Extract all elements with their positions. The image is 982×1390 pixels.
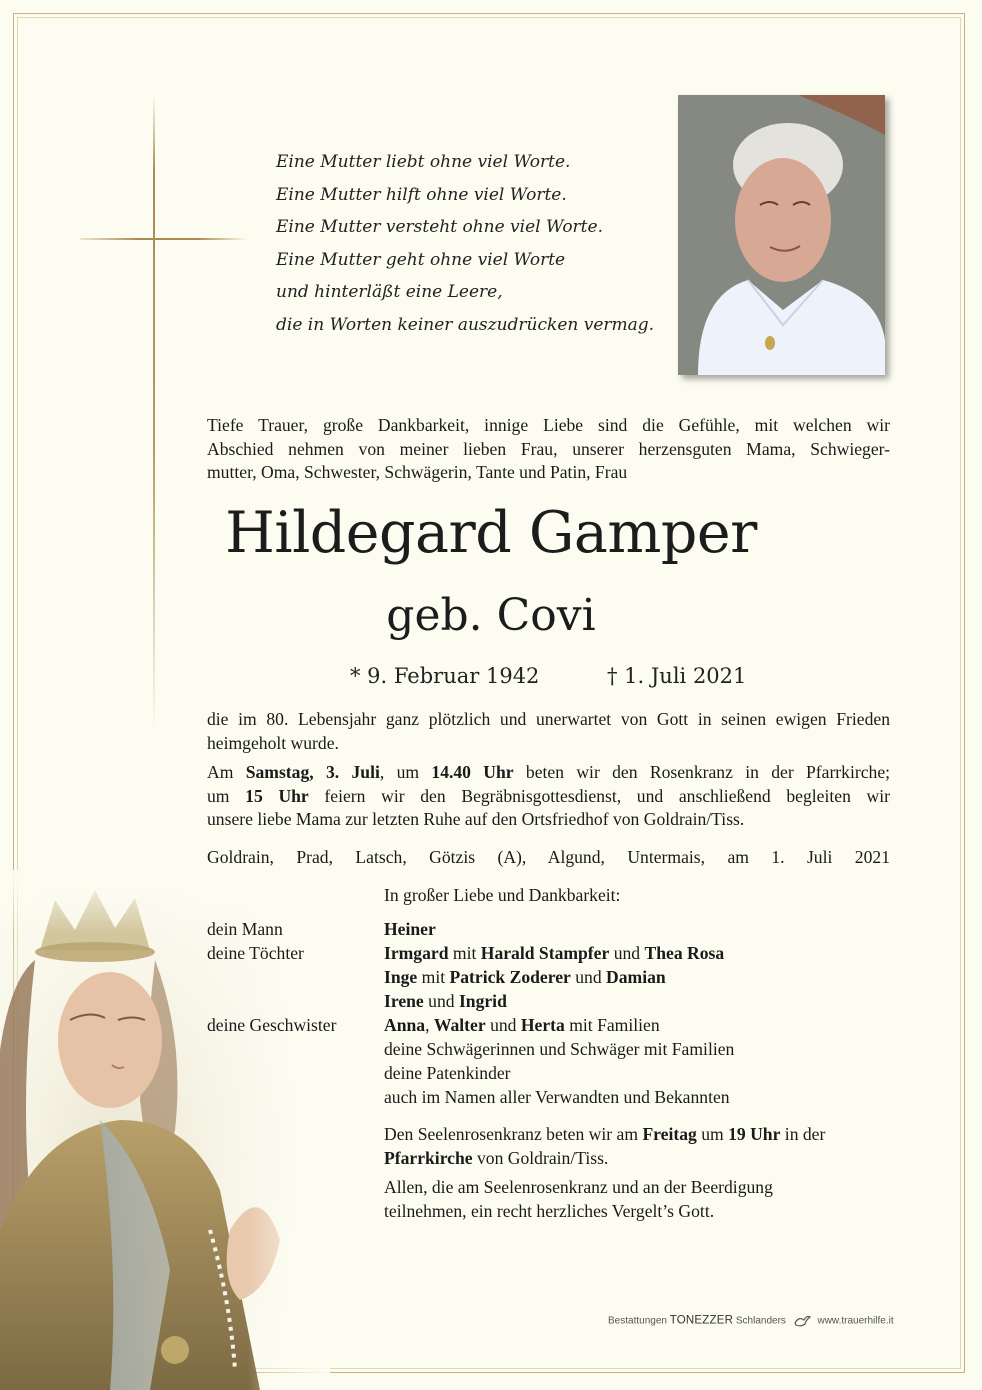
thanks-paragraph (384, 1176, 890, 1223)
family-names: deine Schwägerinnen und Schwäger mit Familien (384, 1039, 735, 1059)
death-date: † 1. Juli 2021 (607, 664, 747, 688)
footer-url[interactable]: www.trauerhilfe.it (817, 1315, 894, 1327)
poem-line: die in Worten keiner auszudrücken vermag. (276, 314, 655, 335)
family-names: deine Patenkinder (384, 1063, 511, 1083)
poem-line: Eine Mutter liebt ohne viel Worte. (276, 152, 571, 172)
poem-line: und hinterläßt eine Leere, (276, 282, 503, 302)
rosary-line: Pfarrkirche von Goldrain/Tiss. (384, 1147, 609, 1168)
family-label: dein Mann (207, 919, 283, 939)
passing-paragraph (207, 708, 890, 755)
family-names: Irene und Ingrid (384, 991, 507, 1011)
poem-line: Eine Mutter geht ohne viel Worte (276, 249, 566, 270)
service-line: um 15 Uhr feiern wir den Begräbnisgottesdienst, und anschließend begleiten wir (207, 785, 890, 806)
rosary-paragraph (384, 1123, 890, 1170)
poem (276, 146, 654, 341)
maiden-name: geb. Covi (386, 590, 596, 641)
cross-horizontal-bar (80, 238, 248, 240)
passing-line: die im 80. Lebensjahr ganz plötzlich und unerwartet von Gott in seinen ewigen Frieden (207, 709, 890, 729)
rosary-line: Den Seelenrosenkranz beten wir am Freitag um 19 Uhr in der (384, 1124, 826, 1144)
deceased-name: Hildegard Gamper (225, 500, 757, 566)
passing-line: heimgeholt wurde. (207, 732, 339, 753)
thanks-line: teilnehmen, ein recht herzliches Vergelt’s Gott. (384, 1200, 715, 1221)
places-date: Goldrain, Prad, Latsch, Götzis (A), Algund, Untermais, am 1. Juli 2021 (207, 847, 890, 867)
service-line: unsere liebe Mama zur letzten Ruhe auf den Ortsfriedhof von Goldrain/Tiss. (207, 809, 745, 829)
poem-line: Eine Mutter versteht ohne viel Worte. (276, 217, 603, 237)
gratitude-line: In großer Liebe und Dankbarkeit: (384, 885, 621, 905)
family-label: deine Töchter (207, 943, 304, 963)
intro-line: mutter, Oma, Schwester, Schwägerin, Tante und Patin, Frau (207, 462, 628, 482)
family-label: deine Geschwister (207, 1015, 337, 1035)
family-names: Heiner (384, 919, 436, 939)
family-names: Anna, Walter und Herta mit Familien (384, 1015, 660, 1035)
service-line: Am Samstag, 3. Juli, um 14.40 Uhr beten wir den Rosenkranz in der Pfarrkirche; (207, 762, 891, 782)
birth-date: * 9. Februar 1942 (350, 664, 540, 688)
family-names: Inge mit Patrick Zoderer und Damian (384, 967, 666, 987)
intro-line: Abschied nehmen von meiner lieben Frau, unserer herzensguten Mama, Schwieger- (207, 438, 890, 459)
dove-logo-icon (793, 1314, 811, 1328)
intro-paragraph (207, 414, 890, 485)
family-names: Irmgard mit Harald Stampfer und Thea Rosa (384, 943, 725, 963)
portrait-photo (678, 95, 885, 375)
poem-line: Eine Mutter hilft ohne viel Worte. (276, 184, 567, 205)
intro-line: Tiefe Trauer, große Dankbarkeit, innige Liebe sind die Gefühle, mit welchen wir (207, 415, 890, 435)
footer-credit: Bestattungen TONEZZER Schlanders www.trauerhilfe.it (608, 1314, 894, 1327)
footer-brand: TONEZZER (669, 1314, 734, 1327)
service-paragraph (207, 761, 890, 832)
thanks-line: Allen, die am Seelenrosenkranz und an der Beerdigung (384, 1177, 773, 1197)
family-names: auch im Namen aller Verwandten und Bekannten (384, 1087, 730, 1107)
